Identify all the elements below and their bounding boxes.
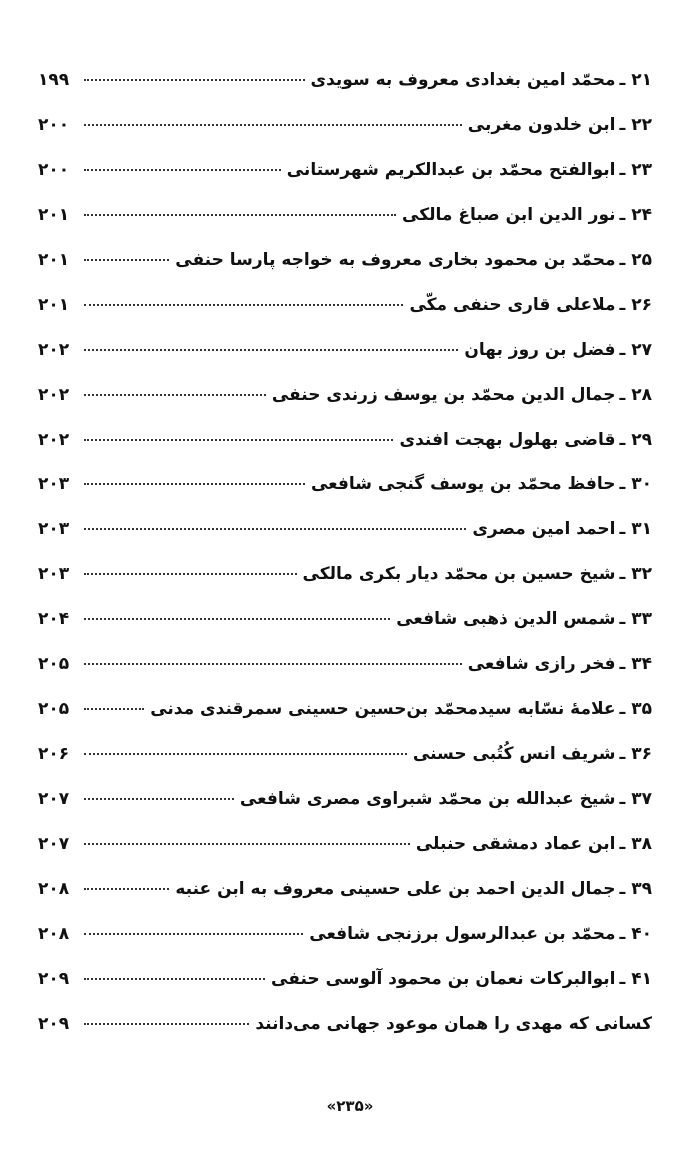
entry-number: ۳۶ ـ [619,744,652,765]
entry-page: ۲۰۲ [38,384,70,405]
page-number: «۲۳۵» [326,1097,374,1115]
entry-page: ۲۰۸ [38,878,70,899]
entry-number: ۴۱ ـ [619,968,652,989]
entry-number: ۲۴ ـ [619,204,652,225]
entry-title: فخر رازی شافعی [467,654,616,675]
entry-page: ۲۰۲ [38,429,70,450]
toc-entry [38,924,652,969]
entry-title: ابن خلدون مغربی [467,114,616,135]
entry-number: ۳۴ ـ [619,654,652,675]
dot-leader [84,978,265,980]
entry-title: ابن عماد دمشقی حنبلی [415,833,616,854]
entry-number: ۲۷ ـ [619,339,652,360]
dot-leader [84,708,144,710]
entry-title: فضل بن روز بهان [464,339,616,360]
toc-entry [38,744,652,789]
dot-leader [84,304,403,306]
entry-page: ۲۰۳ [38,519,70,540]
entry-title: حافظ محمّد بن یوسف گنجی شافعی [310,474,616,495]
dot-leader [84,528,466,530]
toc-entry [38,340,652,385]
toc-entry [38,385,652,430]
toc-entry [38,834,652,879]
dot-leader [84,439,393,441]
toc-entry [38,295,652,340]
toc-entry [38,654,652,699]
dot-leader [84,394,266,396]
dot-leader [84,483,305,485]
dot-leader [84,618,390,620]
entry-number: ۳۵ ـ [619,699,652,720]
entry-page: ۲۰۷ [38,833,70,854]
entry-title: جمال الدین محمّد بن یوسف زرندی حنفی [271,384,616,405]
entry-title: محمّد بن عبدالرسول برزنجی شافعی [309,923,616,944]
entry-title: شمس الدین ذهبی شافعی [396,609,616,630]
entry-page: ۲۰۰ [38,159,70,180]
entry-title: محمّد بن محمود بخاری معروف به خواجه پارسا حنفی [175,249,616,270]
entry-number: ۲۹ ـ [619,429,652,450]
entry-page: ۲۰۲ [38,339,70,360]
entry-number: ۲۵ ـ [619,249,652,270]
toc-entry [38,519,652,564]
toc-entry [38,879,652,924]
dot-leader [84,843,410,845]
toc-entry [38,969,652,1014]
toc-entry [38,115,652,160]
entry-title: شیخ عبدالله بن محمّد شبراوی مصری شافعی [239,789,616,809]
entry-title: شیخ حسین بن محمّد دیار بکری مالکی [302,564,616,585]
entry-page: ۲۰۶ [38,744,70,765]
entry-number: ۳۲ ـ [619,564,652,585]
toc-entry [38,474,652,519]
toc-entry [38,160,652,205]
entry-number: ۲۲ ـ [619,114,652,135]
dot-leader [84,349,458,351]
dot-leader [84,169,281,171]
entry-page: ۲۰۴ [38,609,70,630]
entry-title: شریف انس کُتُبی حسنی [412,744,616,765]
entry-number: ۲۱ ـ [619,70,652,90]
entry-title: احمد امین مصری [472,519,616,540]
entry-page: ۲۰۱ [38,204,70,225]
entry-number: ۳۹ ـ [619,878,652,899]
entry-title: علامهٔ نسّابه سیدمحمّد بن‌حسین حسینی سمرقندی مدنی [150,699,616,720]
dot-leader [84,798,234,800]
entry-page: ۲۰۹ [38,1013,70,1034]
entry-title: نور الدین ابن صباغ مالکی [402,204,616,225]
entry-number: ۳۳ ـ [619,609,652,630]
dot-leader [84,1023,249,1025]
entry-number: ۳۸ ـ [619,833,652,854]
toc-entry [38,609,652,654]
entry-number: ۲۶ ـ [619,294,652,315]
entry-page: ۲۰۳ [38,474,70,495]
entry-title: کسانی که مهدی را همان موعود جهانی می‌دانند [255,1013,652,1034]
dot-leader [84,933,303,935]
entry-number: ۴۰ ـ [619,923,652,944]
dot-leader [84,753,407,755]
entry-page: ۲۰۹ [38,968,70,989]
dot-leader [84,124,462,126]
toc-entry [38,205,652,250]
entry-title: محمّد امین بغدادی معروف به سویدی [310,70,616,90]
entry-number: ۲۳ ـ [619,159,652,180]
entry-title: ابوالبرکات نعمان بن محمود آلوسی حنفی [271,968,616,989]
toc-entry [38,1014,652,1059]
dot-leader [84,573,297,575]
toc-entry [38,70,652,115]
entry-number: ۲۸ ـ [619,384,652,405]
entry-page: ۲۰۵ [38,654,70,675]
entry-page: ۲۰۱ [38,294,70,315]
entry-page: ۲۰۰ [38,114,70,135]
dot-leader [84,79,305,81]
toc-entry [38,789,652,834]
toc-entry [38,430,652,475]
toc-entry [38,564,652,609]
toc-entry [38,699,652,744]
entry-number: ۳۰ ـ [619,474,652,495]
entry-page: ۱۹۹ [38,70,70,90]
entry-page: ۲۰۸ [38,923,70,944]
entry-number: ۳۱ ـ [619,519,652,540]
entry-number: ۳۷ ـ [619,789,652,809]
dot-leader [84,259,169,261]
entry-title: قاضی بهلول بهجت افندی [399,429,616,450]
entry-page: ۲۰۵ [38,699,70,720]
dot-leader [84,663,462,665]
entry-page: ۲۰۱ [38,249,70,270]
dot-leader [84,888,169,890]
entry-page: ۲۰۷ [38,789,70,809]
entry-title: ملاعلی قاری حنفی مکّی [409,294,616,315]
entry-title: ابوالفتح محمّد بن عبدالکریم شهرستانی [286,159,616,180]
table-of-contents [38,70,652,1059]
toc-entry [38,250,652,295]
entry-page: ۲۰۳ [38,564,70,585]
dot-leader [84,214,396,216]
entry-title: جمال الدین احمد بن علی حسینی معروف به ابن عنبه [175,878,616,899]
